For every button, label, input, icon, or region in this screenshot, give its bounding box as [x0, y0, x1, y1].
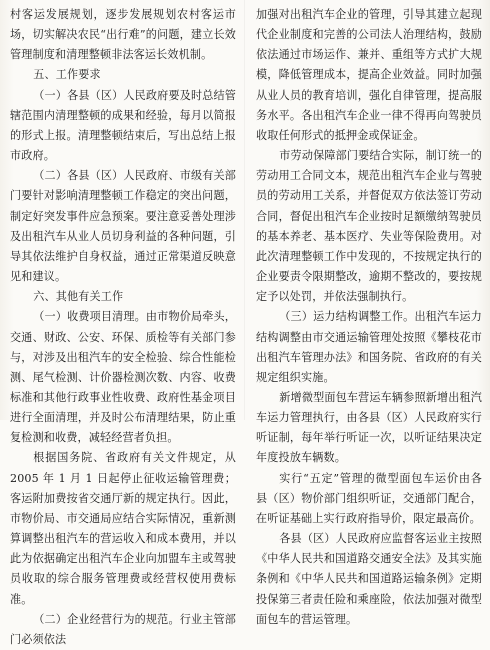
section-heading: 六、其他有关工作 — [33, 290, 124, 304]
paragraph: （二）各县（区）人民政府、市级有关部门要针对影响清理整顿工作稳定的突出问题，制定好突发事件应急预案。要注意妥善处理涉及出租汽车从业人员切身利益的各种问题，引导其依法维护自身权益，通过正常渠道反映意见和建议。 — [10, 169, 236, 284]
left-column — [10, 5, 236, 650]
paragraph: （一）收费项目清理。由市物价局牵头，交通、财政、公安、环保、质检等有关部门参与，对涉及出租汽车的安全检验、综合性能检测、尾气检测、计价器检测次数、内容、收费标准和其他行政事业性收费、政府性基金项目进行全面清理，并及时公布清理结果，防止重复检测和收费，减轻经营者负担。 — [10, 310, 236, 445]
paragraph: 根据国务院、省政府有关文件规定，从 2005 年 1 月 1 日起停止征收运输管理费；客运附加费按省交通厅新的规定执行。因此，市物价局、市交通局应结合实际情况，重新测算调整出租汽车的营运收入和成本费用，并以此为依据确定出租汽车企业向加盟车主或驾驶员收取的综合服务管理费或经营权使用费标准。 — [10, 451, 236, 606]
paragraph: （一）各县（区）人民政府要及时总结管辖范围内清理整顿的成果和经验，每月以简报的形式上报。清理整顿结束后，写出总结上报市政府。 — [10, 88, 236, 163]
right-column — [256, 5, 482, 630]
paragraph: 市劳动保障部门要结合实际，制订统一的劳动用工合同文本，规范出租汽车企业与驾驶员的劳动用工关系，并督促双方依法签订劳动合同，督促出租汽车企业按时足额缴纳驾驶员的基本养老、基本医疗、失业等保险费用。对此次清理整顿工作中发现的，不按规定执行的企业要责令限期整改，逾期不整改的，要按规定予以处罚，并依法强制执行。 — [256, 149, 482, 304]
paragraph: （二）企业经营行为的规范。行业主管部门必须依法 — [10, 612, 236, 646]
paragraph: 各县（区）人民政府应监督客运业主按照《中华人民共和国道路交通安全法》及其实施条例和《中华人民共和国道路运输条例》定期投保第三者责任险和乘座险，依法加强对微型面包车的营运管理。 — [256, 532, 482, 626]
section-heading: 五、工作要求 — [33, 68, 101, 82]
paragraph-continuation: 加强对出租汽车企业的管理，引导其建立起现代企业制度和完善的公司法人治理结构，鼓励依法通过市场运作、兼并、重组等方式扩大规模，降低管理成本，提高企业效益。同时加强从业人员的教育培训，强化自律管理，提高服务水平。各出租汽车企业一律不得再向驾驶员收取任何形式的抵押金或保证金。 — [256, 8, 482, 142]
paragraph: 实行“五定”管理的微型面包车运价由各县（区）物价部门组织听证，交通部门配合，在听证基础上实行政府指导价，限定最高价。 — [256, 471, 482, 525]
column-gutter — [244, 0, 245, 420]
paragraph-continuation: 村客运发展规划，逐步发展规划农村客运市场，切实解决农民“出行难”的问题，建立长效管理制度和清理整顿非法客运长效机制。 — [10, 8, 236, 62]
paragraph: 新增微型面包车营运车辆参照新增出租汽车运力管理执行，由各县（区）人民政府实行听证制，每年举行听证一次，以听证结果决定年度投放车辆数。 — [256, 390, 482, 465]
paragraph: （三）运力结构调整工作。出租汽车运力结构调整由市交通运输管理处按照《攀枝花市出租汽车管理办法》和国务院、省政府的有关规定组织实施。 — [256, 310, 482, 384]
